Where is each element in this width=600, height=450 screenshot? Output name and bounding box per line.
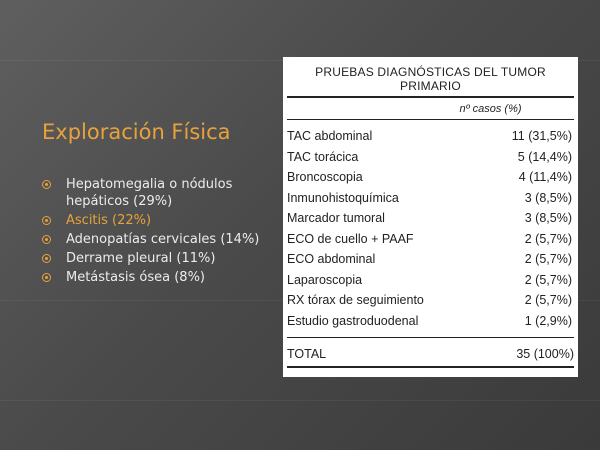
diagnostic-table	[283, 57, 578, 377]
row-label: Laparoscopia	[287, 272, 363, 287]
row-label: ECO de cuello + PAAF	[287, 231, 414, 246]
bullet-circle-icon	[42, 254, 51, 263]
bullet-item-highlight	[42, 212, 272, 229]
table-row	[287, 270, 574, 291]
row-label: Marcador tumoral	[287, 211, 385, 225]
bullet-text: Hepatomegalia o nódulos hepáticos (29%)	[66, 177, 233, 209]
row-label: TAC torácica	[287, 149, 359, 164]
row-value: 2 (5,7%)	[524, 272, 572, 287]
row-label: Estudio gastroduodenal	[287, 313, 419, 328]
table-row	[287, 147, 574, 168]
bullet-item	[42, 176, 272, 210]
bullet-circle-icon	[42, 216, 51, 225]
bullet-item	[42, 269, 272, 286]
table-row	[287, 249, 574, 270]
bullet-item	[42, 231, 272, 248]
bullet-circle-icon	[42, 235, 51, 244]
table-total-row	[287, 342, 574, 366]
row-value: 2 (5,7%)	[524, 293, 572, 307]
bullet-text: Metástasis ósea (8%)	[66, 270, 205, 285]
bullet-item	[42, 250, 272, 267]
bullet-list	[42, 176, 272, 288]
table-rule	[287, 337, 574, 338]
slide-title: Exploración Física	[42, 120, 231, 144]
bg-stripe	[0, 400, 600, 401]
table-row	[287, 188, 574, 209]
row-label: RX tórax de seguimiento	[287, 293, 424, 307]
table-row	[287, 167, 574, 188]
table-row	[287, 208, 574, 229]
row-value: 5 (14,4%)	[517, 149, 572, 164]
table-row	[287, 126, 574, 147]
table-row	[287, 290, 574, 311]
row-value: 2 (5,7%)	[524, 231, 572, 246]
total-value: 35 (100%)	[516, 347, 574, 361]
row-value: 2 (5,7%)	[524, 252, 572, 266]
bullet-text: Ascitis (22%)	[66, 213, 152, 228]
bullet-circle-icon	[42, 273, 51, 282]
table-title: PRUEBAS DIAGNÓSTICAS DEL TUMOR PRIMARIO	[315, 65, 546, 93]
table-rule	[287, 119, 574, 120]
row-value: 1 (2,9%)	[524, 313, 572, 328]
row-label: Broncoscopia	[287, 170, 363, 184]
table-subtitle: nº casos (%)	[459, 103, 522, 115]
row-value: 3 (8,5%)	[524, 190, 572, 205]
bullet-circle-icon	[42, 180, 51, 189]
row-label: Inmunohistoquímica	[287, 190, 399, 205]
bullet-text: Adenopatías cervicales (14%)	[66, 232, 260, 247]
table-body	[287, 126, 574, 331]
row-value: 11 (31,5%)	[511, 129, 572, 143]
row-value: 4 (11,4%)	[518, 170, 572, 184]
table-row	[287, 311, 574, 332]
row-label: TAC abdominal	[287, 129, 373, 143]
total-label: TOTAL	[287, 347, 327, 361]
table-row	[287, 229, 574, 250]
table-rule	[287, 366, 574, 368]
bullet-text: Derrame pleural (11%)	[66, 251, 216, 266]
row-value: 3 (8,5%)	[524, 211, 572, 225]
row-label: ECO abdominal	[287, 252, 376, 266]
